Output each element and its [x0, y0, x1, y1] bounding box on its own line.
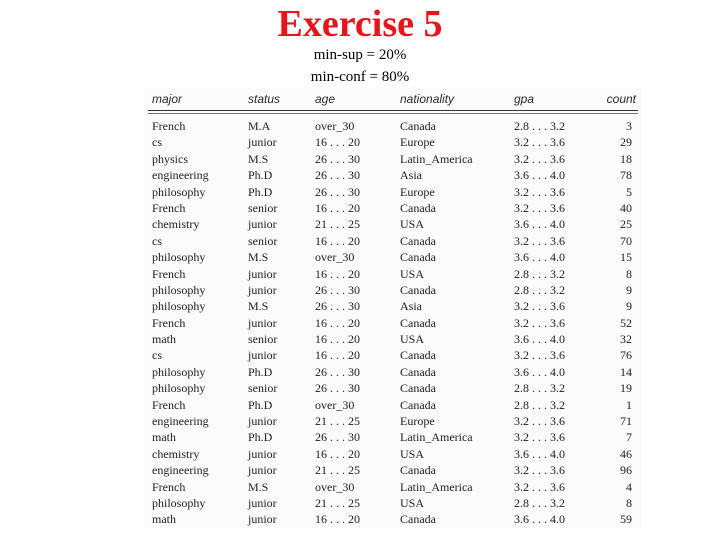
- cell-count: 8: [626, 266, 632, 281]
- data-table: [144, 88, 642, 528]
- table-row: [144, 511, 642, 527]
- cell-age: 16 . . . 20: [315, 200, 360, 215]
- cell-age: over_30: [315, 119, 355, 133]
- cell-gpa: 2.8 . . . 3.2: [514, 397, 565, 412]
- cell-age: 26 . . . 30: [315, 381, 360, 396]
- header-major: major: [152, 92, 183, 106]
- cell-nationality: USA: [400, 495, 425, 510]
- cell-status: M.S: [248, 299, 269, 314]
- cell-major: French: [152, 315, 186, 330]
- cell-age: 21 . . . 25: [315, 414, 360, 429]
- cell-gpa: 3.2 . . . 3.6: [514, 299, 565, 314]
- cell-age: 16 . . . 20: [315, 332, 360, 347]
- cell-gpa: 3.2 . . . 3.6: [514, 430, 565, 445]
- cell-nationality: Canada: [400, 348, 436, 363]
- cell-gpa: 3.2 . . . 3.6: [514, 184, 565, 199]
- cell-age: 21 . . . 25: [315, 495, 360, 510]
- cell-gpa: 3.6 . . . 4.0: [514, 168, 565, 183]
- cell-major: French: [152, 119, 186, 133]
- cell-major: cs: [152, 233, 162, 248]
- cell-count: 29: [620, 135, 632, 150]
- cell-major: chemistry: [152, 446, 200, 461]
- cell-major: French: [152, 266, 186, 281]
- cell-major: engineering: [152, 414, 209, 429]
- cell-major: cs: [152, 135, 162, 150]
- table-row: [144, 462, 642, 478]
- cell-status: M.S: [248, 151, 269, 166]
- table-row: [144, 200, 642, 216]
- cell-nationality: USA: [400, 332, 425, 347]
- cell-count: 70: [620, 233, 632, 248]
- header-count: count: [606, 92, 636, 106]
- cell-status: senior: [248, 200, 278, 215]
- cell-gpa: 3.2 . . . 3.6: [514, 200, 565, 215]
- cell-major: engineering: [152, 463, 209, 478]
- cell-age: 26 . . . 30: [315, 430, 360, 445]
- cell-status: junior: [248, 495, 277, 510]
- cell-gpa: 3.6 . . . 4.0: [514, 217, 565, 232]
- table-row: [144, 397, 642, 413]
- cell-major: philosophy: [152, 250, 206, 265]
- cell-major: philosophy: [152, 184, 206, 199]
- cell-count: 15: [620, 250, 632, 265]
- cell-nationality: Europe: [400, 184, 435, 199]
- cell-count: 14: [620, 364, 632, 379]
- cell-age: over_30: [315, 397, 355, 412]
- cell-gpa: 2.8 . . . 3.2: [514, 495, 565, 510]
- table-row: [144, 233, 642, 249]
- table-row: [144, 315, 642, 331]
- cell-status: Ph.D: [248, 397, 273, 412]
- cell-age: 26 . . . 30: [315, 282, 360, 297]
- cell-age: 16 . . . 20: [315, 233, 360, 248]
- table-row: [144, 298, 642, 314]
- table-row: [144, 479, 642, 495]
- cell-gpa: 2.8 . . . 3.2: [514, 282, 565, 297]
- cell-major: engineering: [152, 168, 209, 183]
- cell-nationality: Asia: [400, 168, 422, 183]
- cell-major: chemistry: [152, 217, 200, 232]
- cell-nationality: USA: [400, 217, 425, 232]
- cell-nationality: Europe: [400, 414, 435, 429]
- header-age: age: [315, 92, 336, 106]
- cell-nationality: Canada: [400, 315, 436, 330]
- cell-gpa: 3.6 . . . 4.0: [514, 332, 565, 347]
- table-row: [144, 167, 642, 183]
- cell-age: 16 . . . 20: [315, 266, 360, 281]
- cell-age: 26 . . . 30: [315, 184, 360, 199]
- cell-age: 16 . . . 20: [315, 446, 360, 461]
- cell-status: senior: [248, 381, 278, 396]
- table-row: [144, 331, 642, 347]
- cell-count: 9: [626, 299, 632, 314]
- cell-status: junior: [248, 446, 277, 461]
- header-nationality: nationality: [400, 92, 455, 106]
- cell-count: 59: [620, 512, 632, 527]
- cell-major: French: [152, 200, 186, 215]
- cell-nationality: Canada: [400, 381, 436, 396]
- cell-gpa: 3.2 . . . 3.6: [514, 414, 565, 429]
- cell-gpa: 2.8 . . . 3.2: [514, 266, 565, 281]
- cell-nationality: Canada: [400, 397, 436, 412]
- cell-count: 52: [620, 315, 632, 330]
- cell-nationality: USA: [400, 446, 425, 461]
- table-row: [144, 364, 642, 380]
- cell-status: senior: [248, 233, 278, 248]
- header-status: status: [248, 92, 281, 106]
- cell-count: 71: [620, 414, 632, 429]
- table-row: [144, 413, 642, 429]
- cell-count: 9: [626, 282, 632, 297]
- cell-age: 16 . . . 20: [315, 348, 360, 363]
- cell-nationality: Europe: [400, 135, 435, 150]
- cell-major: French: [152, 479, 186, 494]
- table-row: [144, 429, 642, 445]
- table-row: [144, 495, 642, 511]
- header-rule-thin: [148, 113, 638, 114]
- table-row: [144, 380, 642, 396]
- cell-status: M.S: [248, 479, 269, 494]
- cell-count: 7: [626, 430, 632, 445]
- cell-age: 26 . . . 30: [315, 299, 360, 314]
- cell-count: 5: [626, 184, 632, 199]
- cell-status: junior: [248, 512, 277, 527]
- table-row: [144, 151, 642, 167]
- cell-status: Ph.D: [248, 168, 273, 183]
- table-row: [144, 134, 642, 150]
- cell-count: 19: [620, 381, 632, 396]
- cell-count: 40: [620, 200, 632, 215]
- table-row: [144, 216, 642, 232]
- cell-count: 8: [626, 495, 632, 510]
- table-row: [144, 184, 642, 200]
- cell-nationality: Canada: [400, 463, 436, 478]
- cell-gpa: 3.2 . . . 3.6: [514, 315, 565, 330]
- slide-title: Exercise 5: [277, 3, 443, 45]
- cell-status: junior: [248, 266, 277, 281]
- table-row: [144, 118, 642, 134]
- cell-nationality: Asia: [400, 299, 422, 314]
- cell-age: 16 . . . 20: [315, 315, 360, 330]
- cell-count: 3: [626, 119, 632, 133]
- cell-major: math: [152, 430, 176, 445]
- cell-gpa: 3.2 . . . 3.6: [514, 151, 565, 166]
- cell-count: 4: [626, 479, 632, 494]
- cell-nationality: Canada: [400, 200, 436, 215]
- cell-nationality: Canada: [400, 364, 436, 379]
- cell-status: junior: [248, 414, 277, 429]
- cell-count: 1: [626, 397, 632, 412]
- cell-major: math: [152, 332, 176, 347]
- cell-major: philosophy: [152, 282, 206, 297]
- cell-gpa: 3.6 . . . 4.0: [514, 446, 565, 461]
- cell-age: over_30: [315, 479, 355, 494]
- table-row: [144, 282, 642, 298]
- cell-major: cs: [152, 348, 162, 363]
- cell-count: 76: [620, 348, 632, 363]
- header-rule: [148, 110, 638, 111]
- cell-status: Ph.D: [248, 184, 273, 199]
- cell-gpa: 3.2 . . . 3.6: [514, 135, 565, 150]
- cell-gpa: 3.6 . . . 4.0: [514, 250, 565, 265]
- cell-count: 32: [620, 332, 632, 347]
- table-header: [144, 88, 642, 110]
- cell-status: junior: [248, 135, 277, 150]
- cell-nationality: Canada: [400, 233, 436, 248]
- cell-status: senior: [248, 332, 278, 347]
- table-body: [144, 118, 642, 528]
- cell-count: 18: [620, 151, 632, 166]
- cell-count: 25: [620, 217, 632, 232]
- cell-gpa: 3.2 . . . 3.6: [514, 348, 565, 363]
- cell-gpa: 3.2 . . . 3.6: [514, 463, 565, 478]
- cell-count: 46: [620, 446, 632, 461]
- cell-status: junior: [248, 463, 277, 478]
- cell-gpa: 3.2 . . . 3.6: [514, 233, 565, 248]
- cell-gpa: 3.6 . . . 4.0: [514, 364, 565, 379]
- cell-age: 26 . . . 30: [315, 151, 360, 166]
- cell-major: math: [152, 512, 176, 527]
- cell-gpa: 3.6 . . . 4.0: [514, 512, 565, 527]
- cell-status: Ph.D: [248, 430, 273, 445]
- cell-nationality: Latin_America: [400, 430, 473, 445]
- cell-age: over_30: [315, 250, 355, 265]
- cell-major: French: [152, 397, 186, 412]
- cell-nationality: Canada: [400, 282, 436, 297]
- cell-major: philosophy: [152, 495, 206, 510]
- cell-nationality: Latin_America: [400, 151, 473, 166]
- cell-nationality: USA: [400, 266, 425, 281]
- cell-age: 21 . . . 25: [315, 217, 360, 232]
- cell-status: junior: [248, 217, 277, 232]
- header-gpa: gpa: [514, 92, 535, 106]
- cell-nationality: Canada: [400, 250, 436, 265]
- cell-status: M.A: [248, 119, 271, 133]
- cell-gpa: 3.2 . . . 3.6: [514, 479, 565, 494]
- cell-status: junior: [248, 282, 277, 297]
- cell-nationality: Canada: [400, 119, 436, 133]
- min-conf-label: min-conf = 80%: [310, 69, 410, 85]
- cell-count: 96: [620, 463, 632, 478]
- cell-age: 16 . . . 20: [315, 135, 360, 150]
- cell-gpa: 2.8 . . . 3.2: [514, 381, 565, 396]
- cell-age: 16 . . . 20: [315, 512, 360, 527]
- cell-major: philosophy: [152, 299, 206, 314]
- table-row: [144, 266, 642, 282]
- cell-major: philosophy: [152, 381, 206, 396]
- cell-age: 26 . . . 30: [315, 364, 360, 379]
- cell-status: junior: [248, 315, 277, 330]
- cell-age: 26 . . . 30: [315, 168, 360, 183]
- table-row: [144, 249, 642, 265]
- cell-age: 21 . . . 25: [315, 463, 360, 478]
- cell-count: 78: [620, 168, 632, 183]
- table-row: [144, 347, 642, 363]
- cell-nationality: Canada: [400, 512, 436, 527]
- cell-nationality: Latin_America: [400, 479, 473, 494]
- cell-major: physics: [152, 151, 188, 166]
- cell-status: Ph.D: [248, 364, 273, 379]
- table-row: [144, 446, 642, 462]
- cell-major: philosophy: [152, 364, 206, 379]
- cell-gpa: 2.8 . . . 3.2: [514, 119, 565, 133]
- min-sup-label: min-sup = 20%: [313, 47, 407, 63]
- cell-status: M.S: [248, 250, 269, 265]
- cell-status: junior: [248, 348, 277, 363]
